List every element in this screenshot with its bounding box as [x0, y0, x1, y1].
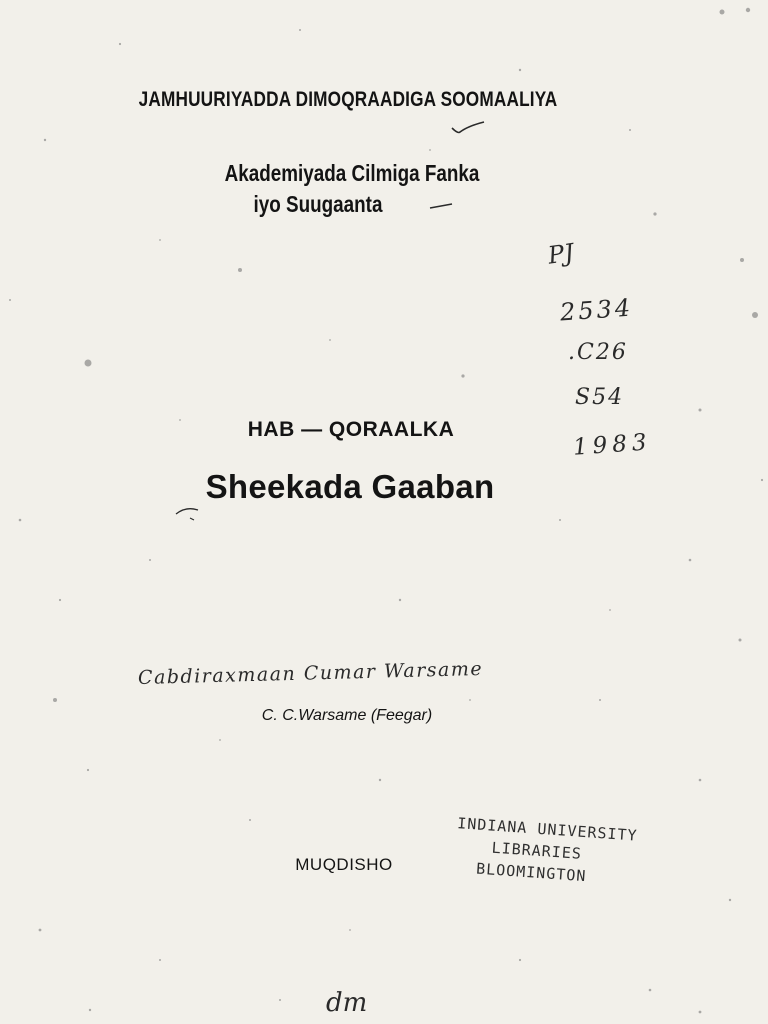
stamp-line-3: BLOOMINGTON [475, 859, 587, 886]
series-heading: HAB — QORAALKA [247, 418, 455, 441]
book-title: Sheekada Gaaban [205, 468, 495, 505]
author-name: C. C.Warsame (Feegar) [261, 707, 433, 724]
call-number-line-3: .C26 [568, 340, 628, 365]
pen-stroke-mark [428, 200, 456, 212]
library-stamp [450, 814, 639, 910]
call-number-line-4: S54 [575, 385, 625, 410]
call-number-line-5: 1983 [572, 429, 653, 461]
handwritten-initials: dm [326, 988, 368, 1018]
call-number-line-2: 2534 [559, 293, 634, 327]
academy-name-line-1: Akademiyada Cilmiga Fanka [224, 160, 480, 186]
stamp-line-2: LIBRARIES [491, 838, 583, 863]
pen-underline-mark [172, 500, 212, 524]
publication-place: MUQDISHO [295, 855, 393, 874]
pen-check-mark [450, 120, 490, 140]
call-number-line-1: PJ [546, 238, 576, 270]
author-handwritten-name: Cabdiraxmaan Cumar Warsame [137, 657, 484, 689]
academy-name-line-2: iyo Suugaanta [253, 191, 383, 217]
stamp-line-1: INDIANA UNIVERSITY [456, 814, 639, 845]
republic-heading: JAMHUURIYADDA DIMOQRAADIGA SOOMAALIYA [138, 88, 558, 111]
